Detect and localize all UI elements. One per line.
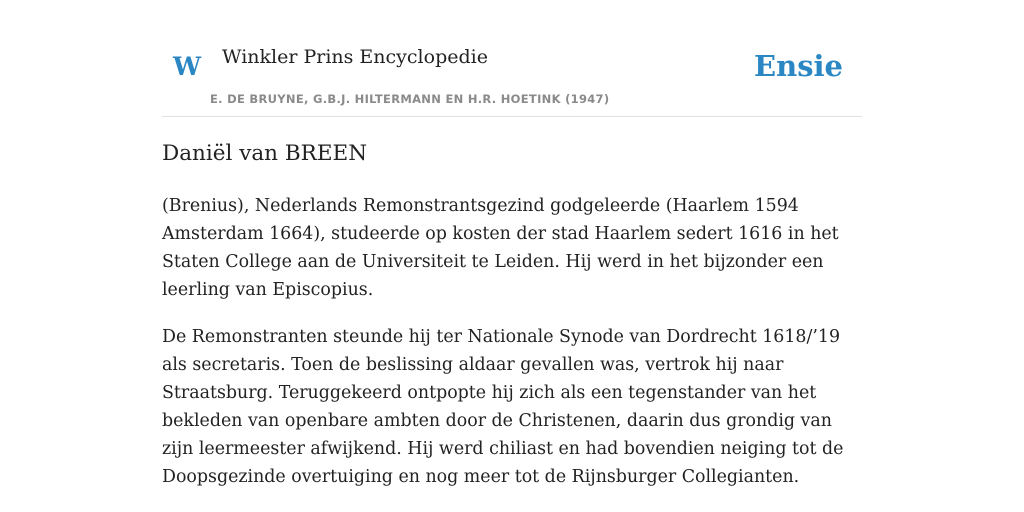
page-container <box>162 0 862 487</box>
article-paragraph: (Brenius), Nederlands Remonstrantsgezind godgeleerde (Haarlem 1594 Amsterdam 1664), studeerde op kosten der stad Haarlem sedert 1616 in het Staten College aan de Universiteit te Leiden. Hij werd in het bijzonder een leerling van Episcopius. <box>162 196 839 300</box>
page-header <box>162 0 862 117</box>
ensie-brand-link[interactable]: Ensie <box>754 49 843 83</box>
article-body <box>162 192 862 510</box>
winkler-prins-logo[interactable]: W <box>173 52 202 81</box>
article-paragraph: De Remonstranten steunde hij ter Nationale Synode van Dordrecht 1618/’19 als secretaris. Toen de beslissing aldaar gevallen was, vertrok hij naar Straatsburg. Teruggekeerd ontpopte hij zich als een tegenstander van het bekleden van openbare ambten door de Christenen, daarin dus grondig van zijn leermeester afwijkend. Hij werd chiliast en had bovendien neiging tot de Doopsgezinde overtuiging en nog meer tot de Rijnsburger Collegianten. <box>162 327 844 487</box>
publication-title[interactable]: Winkler Prins Encyclopedie <box>222 46 488 68</box>
publication-authors: E. DE BRUYNE, G.B.J. HILTERMANN EN H.R. HOETINK (1947) <box>210 92 610 106</box>
article-title: Daniël van BREEN <box>162 141 368 166</box>
